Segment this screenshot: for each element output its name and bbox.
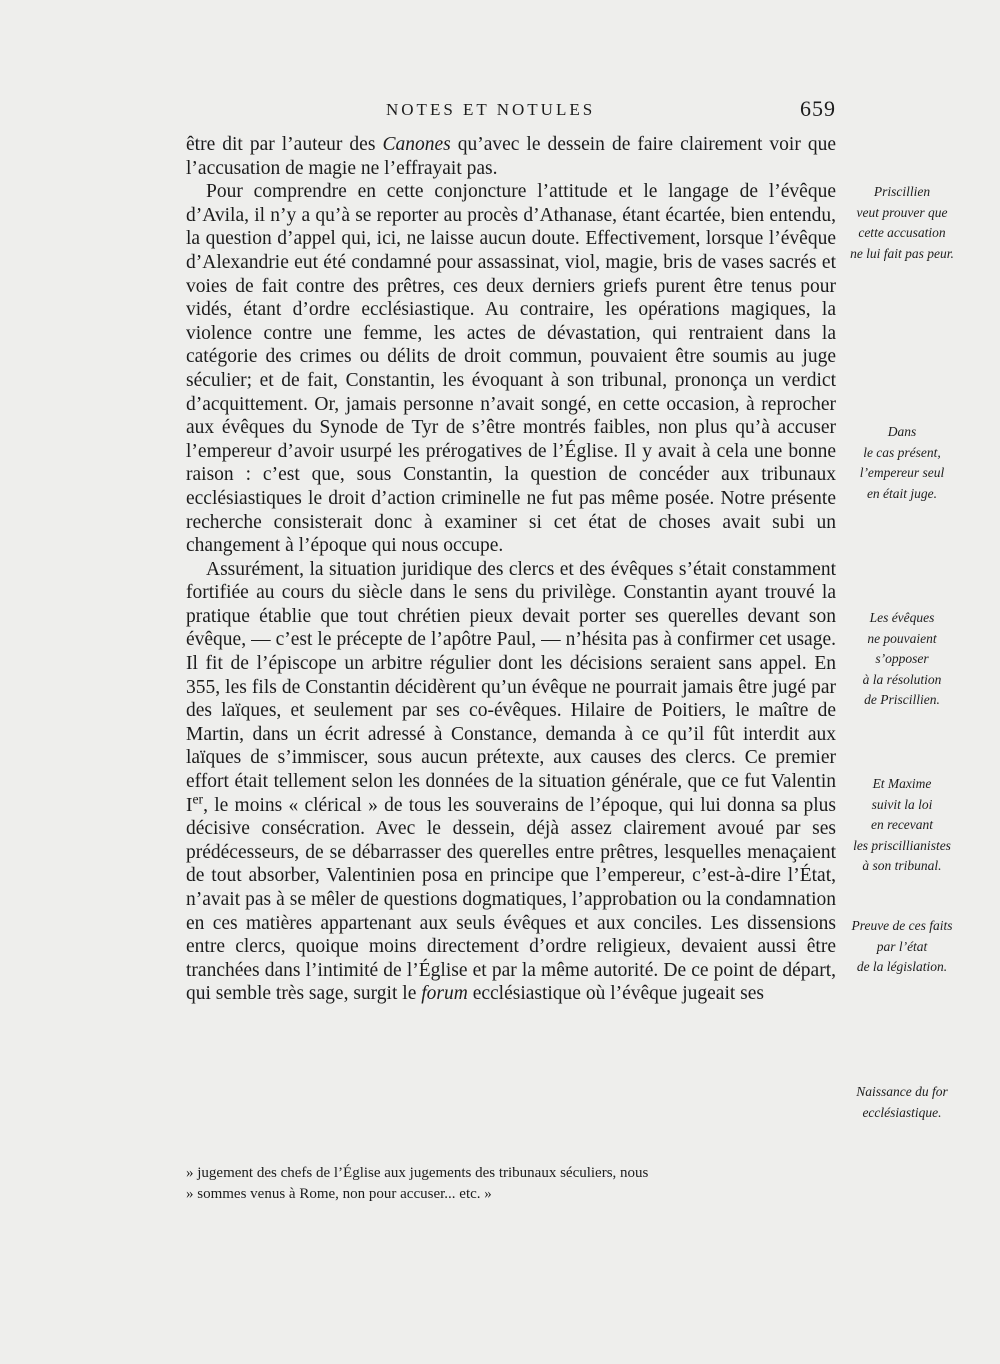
footnote-line: » jugement des chefs de l’Église aux jugements des tribunaux séculiers, nous (186, 1165, 649, 1181)
margin-note-line: Naissance du for (856, 1084, 948, 1099)
margin-note-line: l’empereur seul (859, 465, 945, 480)
margin-note-line: de Priscillien. (864, 692, 940, 707)
paragraph-text: , le moins « clérical » de tous les souverains de l’époque, qui lui donna sa plus décisive consécration. Avec le dessein, déjà assez clairement avoué par ses prédécesseurs, de se débarrasser des querelles entre prêtres, lesquelles menaçaient de tout absorber, Valentinien posa en principe que l’empereur, c’est-à-dire l’État, n’avait pas à se mêler de questions dogmatiques, l’approbation ou la condamnation en ces matières appartenant aux seuls évêques et aux conciles. Les dissensions entre clercs, quoique moins directement d’ordre religieux, devaient aussi être tranchées dans l’intimité de l’Église et par la même autorité. De ce point de départ, qui semble très sage, surgit le (186, 794, 836, 1005)
paragraph-athanase: Pour comprendre en cette conjoncture l’attitude et le langage de l’évêque d’Avila, il n’y a qu’à se reporter au procès d’Athanase, étant écartée, bien entendu, la question d’appel qui, ici, ne laisse aucun doute. Effectivement, lorsque l’évêque d’Alexandrie eut été condamné pour assassinat, viol, magie, bris de vases sacrés et voies de fait contre des prêtres, ces deux derniers griefs purent être tenus pour vidés, étant d’ordre ecclésiastique. Au contraire, les opérations magiques, la violence contre une femme, les actes de dévastation, qui rentraient dans la catégorie des crimes ou délits de droit commun, pouvaient être soumis au juge séculier; et de fait, Constantin, les évoquant à son tribunal, prononça un verdict d’acquittement. Or, jamais personne n’avait songé, en cette occasion, à reprocher aux évêques du Synode de Tyr de s’être montrés faibles, non plus qu’à accuser l’empereur d’avoir usurpé les prérogatives de l’Église. Il y avait à cela une bonne raison : c’est que, sous Constantin, la question de concéder aux tribunaux ecclésiastiques le droit d’action criminelle ne fut pas même posée. Notre présente recherche consisterait donc à examiner si cet état de choses avait subi un changement à l’époque qui nous occupe. (186, 181, 836, 557)
margin-note-line: le cas présent, (863, 444, 941, 460)
margin-note-line: cette accusation (858, 225, 946, 240)
footnote-line: » sommes venus à Rome, non pour accuser... etc. » (186, 1186, 492, 1202)
margin-note-line: Dans (887, 424, 917, 439)
margin-note-line: ne pouvaient (867, 630, 937, 646)
margin-note-line: Preuve de ces faits (851, 918, 953, 933)
main-text (186, 133, 836, 1006)
margin-note-line: en recevant (870, 817, 934, 832)
margin-note-for (838, 1082, 966, 1123)
running-title: NOTES ET NOTULES (386, 100, 596, 119)
margin-note-empereur (838, 422, 966, 504)
margin-notes (838, 0, 968, 1364)
margin-note-line: veut prouver que (856, 204, 948, 220)
margin-note-line: s’opposer (875, 651, 929, 666)
running-head (186, 96, 836, 130)
margin-note-line: Les évêques (869, 610, 935, 625)
margin-note-eveques (838, 608, 966, 711)
page-number: 659 (800, 96, 836, 121)
margin-note-line: de la législation. (856, 959, 948, 974)
superscript: er (192, 791, 204, 807)
margin-note-line: Priscillien (873, 184, 931, 199)
paragraph-text: être dit par l’auteur des (186, 134, 383, 155)
margin-note-line: à son tribunal. (862, 858, 942, 873)
italic-term: forum (421, 983, 468, 1005)
paragraph-text: ecclésiastique où l’évêque jugeait ses (467, 983, 764, 1005)
paragraph-text: qu’avec le dessein de faire clairement voir que l’accusation de magie ne l’effrayait pas. (186, 134, 836, 179)
footnote (186, 1163, 836, 1205)
margin-note-line: à la résolution (862, 671, 942, 687)
margin-note-line: par l’état (876, 938, 928, 954)
italic-title: Canones (382, 134, 451, 155)
margin-note-preuve (838, 916, 966, 978)
margin-note-priscillien (838, 182, 966, 264)
margin-note-line: ne lui fait pas peur. (850, 245, 954, 261)
margin-note-line: les priscillianistes (853, 837, 951, 853)
margin-note-line: en était juge. (866, 485, 938, 501)
margin-note-line: ecclésiastique. (862, 1104, 942, 1120)
margin-note-line: Et Maxime (872, 776, 932, 791)
margin-note-maxime (838, 774, 966, 877)
paragraph-continued (186, 133, 836, 180)
paragraph-privilege (186, 558, 836, 1006)
paragraph-text: Assurément, la situation juridique des clercs et des évêques s’était constamment fortifiée au cours du siècle dans le sens du privilège. Constantin ayant trouvé la pratique établie que tout chrétien pieux devait porter ses querelles devant son évêque, — c’est le précepte de l’apôtre Paul, — n’hésita pas à confirmer cet usage. Il fit de l’épiscope un arbitre régulier dont les décisions seraient sans appel. En 355, les fils de Constantin décidèrent qu’un évêque ne pourrait jamais être jugé par des laïques, et seulement par ses co-évêques. Hilaire de Poitiers, le maître de Martin, dans un écrit adressé à Constance, demanda à ce qu’il fût interdit aux laïques de s’immiscer, sous aucun prétexte, aux causes des clercs. Ce premier effort était tellement selon les données de la situation générale, que ce fut Valentin I (186, 558, 836, 816)
margin-note-line: suivit la loi (871, 796, 933, 812)
